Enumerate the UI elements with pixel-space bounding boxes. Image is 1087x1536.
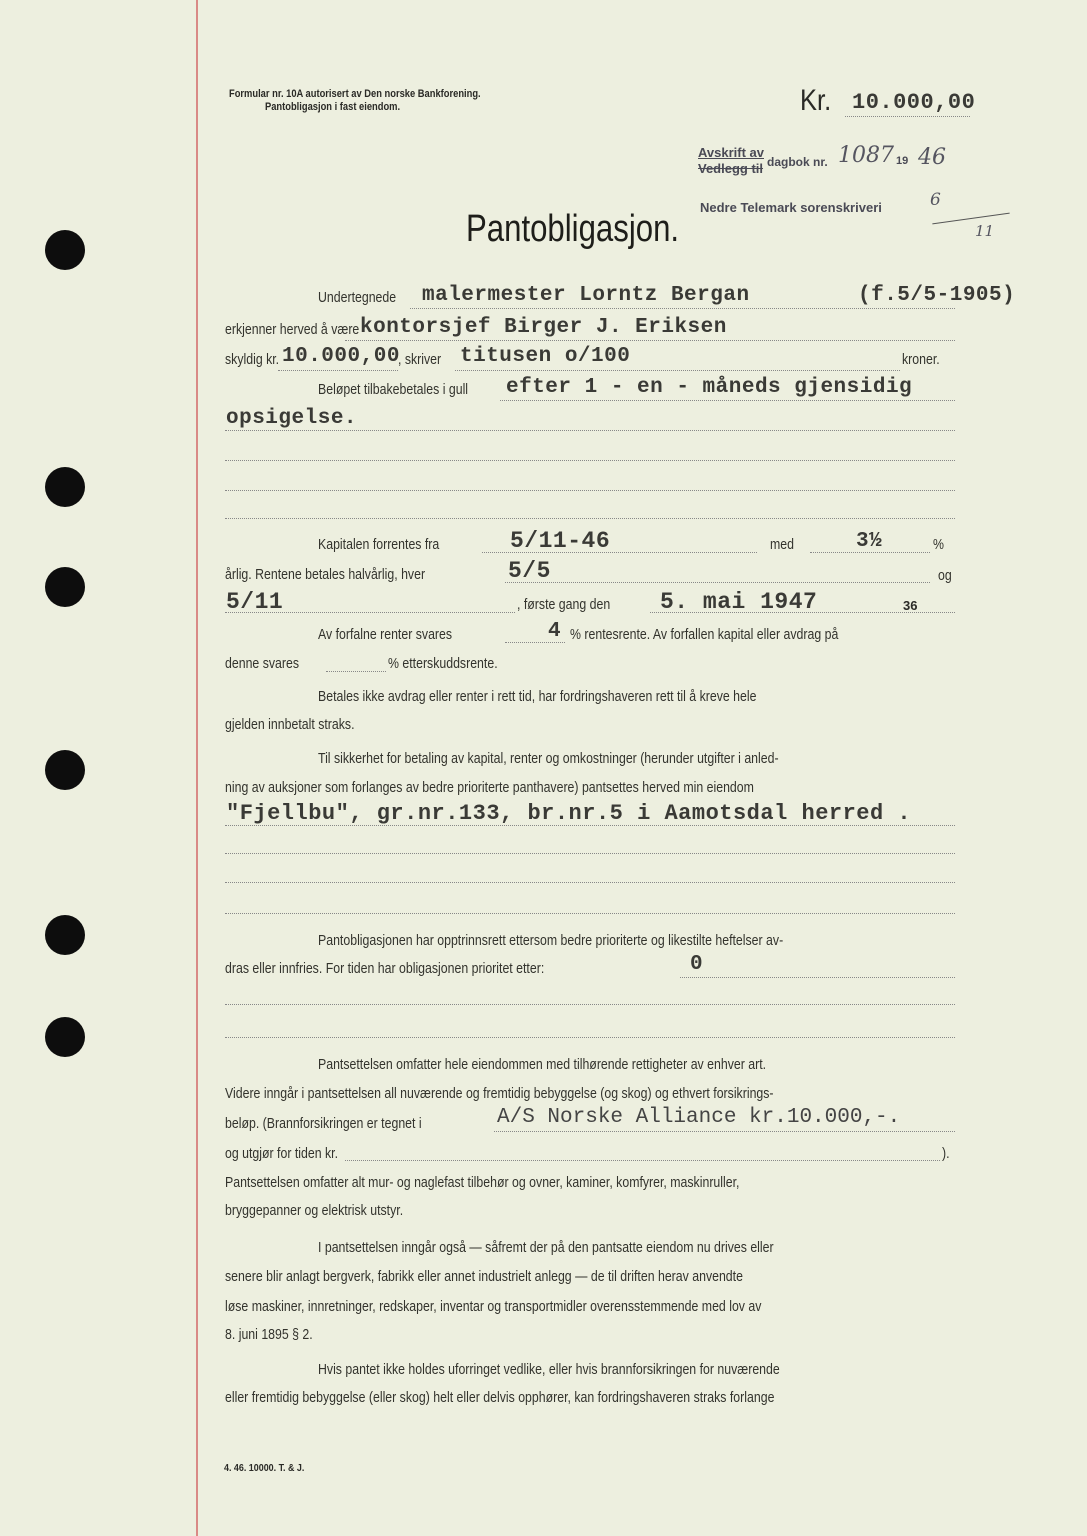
date-den: 11 <box>975 222 995 240</box>
date-fraction-line <box>932 213 1009 225</box>
line <box>650 612 955 613</box>
priority-field: 0 <box>690 953 704 976</box>
rate-field: 3½ <box>856 530 883 553</box>
paragraph-line: Hvis pantet ikke holdes uforringet vedlike, eller hvis brannforsikringen for nuværende <box>318 1362 780 1378</box>
punch-hole <box>45 230 85 270</box>
rentesrente-field: 4 <box>548 620 562 643</box>
year: 46 <box>918 145 946 170</box>
paren-close: ). <box>942 1146 950 1162</box>
punch-hole <box>45 467 85 507</box>
stamp-line-1: Avskrift av <box>698 145 764 160</box>
page-title: Pantobligasjon. <box>466 208 680 250</box>
label-og: og <box>938 568 952 584</box>
date-num: 6 <box>930 190 941 210</box>
line <box>326 671 386 672</box>
form-line-1: Formular nr. 10A autorisert av Den norske Bankforening. <box>229 88 481 100</box>
line <box>225 518 955 519</box>
paragraph-line: senere blir anlagt bergverk, fabrikk eller annet industrielt anlegg — de til driften herav anvendte <box>225 1269 743 1285</box>
interest-from-field: 5/11-46 <box>510 528 611 554</box>
line <box>482 552 757 553</box>
paragraph-line: dras eller innfries. For tiden har obligasjonen prioritet etter: <box>225 961 545 977</box>
label-skriver: , skriver <box>398 352 442 368</box>
paragraph-line: bryggepanner og elektrisk utstyr. <box>225 1203 404 1219</box>
pay-date-1-field: 5/5 <box>508 558 551 584</box>
paragraph-line: Videre inngår i pantsettelsen all nuværende og fremtidig bebyggelse (og skog) og ethvert forsikrings- <box>225 1086 774 1102</box>
dagbok-label: dagbok nr. <box>767 155 828 169</box>
line <box>278 370 398 371</box>
kr-label: Kr. <box>800 84 832 117</box>
paragraph-line: Til sikkerhet for betaling av kapital, renter og omkostninger (herunder utgifter i anled- <box>318 751 779 767</box>
repayment-field-2: opsigelse. <box>226 407 358 430</box>
label-belopet: Beløpet tilbakebetales i gull <box>318 382 469 398</box>
line <box>810 552 930 553</box>
label-kroner: kroner. <box>902 352 940 368</box>
line <box>345 340 955 341</box>
line <box>410 308 955 309</box>
line <box>225 490 955 491</box>
label-undertegnede: Undertegnede <box>318 290 397 306</box>
line <box>500 400 955 401</box>
paragraph-line: Pantobligasjonen har opptrinnsrett ettersom bedre prioriterte og likestilte heftelser av- <box>318 933 784 949</box>
paragraph-line: eller fremtidig bebyggelse (eller skog) helt eller delvis opphører, kan fordringshaveren straks forlange <box>225 1390 775 1406</box>
paragraph-line: Betales ikke avdrag eller renter i rett tid, har fordringshaveren rett til å kreve hele <box>318 689 757 705</box>
first-date-field: 5. mai 1947 <box>660 589 818 615</box>
kr-amount: 10.000,00 <box>852 90 976 115</box>
label-arlig: årlig. Rentene betales halvårlig, hver <box>225 567 426 583</box>
punch-hole <box>45 915 85 955</box>
paragraph-line: Pantsettelsen omfatter alt mur- og naglefast tilbehør og ovner, kaminer, komfyrer, maskinruller, <box>225 1175 740 1191</box>
label-kapitalen: Kapitalen forrentes fra <box>318 537 440 553</box>
line <box>455 370 900 371</box>
footer-print-code: 4. 46. 10000. T. & J. <box>224 1462 305 1474</box>
creditor-field: kontorsjef Birger J. Eriksen <box>360 316 727 339</box>
kr-line <box>845 116 970 117</box>
paragraph-line: beløp. (Brannforsikringen er tegnet i <box>225 1116 422 1132</box>
paragraph-line: I pantsettelsen inngår også — såfremt der på den pantsatte eiendom nu drives eller <box>318 1240 774 1256</box>
property-field: "Fjellbu", gr.nr.133, br.nr.5 i Aamotsdal herred . <box>226 801 912 826</box>
office: Nedre Telemark sorenskriveri <box>700 200 882 215</box>
paragraph-line: Pantsettelsen omfatter hele eiendommen med tilhørende rettigheter av enhver art. <box>318 1057 767 1073</box>
margin-line <box>196 0 198 1536</box>
line <box>225 853 955 854</box>
line <box>225 825 955 826</box>
text-forfalne-rest: % rentesrente. Av forfallen kapital eller avdrag på <box>570 627 839 643</box>
paragraph-line: og utgjør for tiden kr. <box>225 1146 339 1162</box>
insurer-field: A/S Norske Alliance kr.10.000,-. <box>497 1106 901 1129</box>
label-skyldig: skyldig kr. <box>225 352 280 368</box>
label-denne: denne svares <box>225 656 300 672</box>
line <box>225 460 955 461</box>
label-erkjenner: erkjenner herved å være <box>225 322 360 338</box>
line <box>345 1160 940 1161</box>
line <box>225 612 515 613</box>
line <box>225 1037 955 1038</box>
line <box>494 1131 955 1132</box>
punch-hole <box>45 567 85 607</box>
debtor-field: malermester Lorntz Bergan <box>422 284 750 307</box>
year-label: 19 <box>896 155 909 167</box>
pct-sign: % <box>933 537 944 553</box>
line <box>505 582 930 583</box>
label-forfalne: Av forfalne renter svares <box>318 627 453 643</box>
line <box>505 642 565 643</box>
amount-words-field: titusen o/100 <box>460 345 631 368</box>
line <box>225 1004 955 1005</box>
label-med: med <box>770 537 794 553</box>
stamp-line-2: Vedlegg til <box>698 161 764 176</box>
pay-date-2-field: 5/11 <box>226 589 284 615</box>
paragraph-line: løse maskiner, innretninger, redskaper, inventar og transportmidler overensstemmende med lov av <box>225 1299 762 1315</box>
text-denne-rest: % etterskuddsrente. <box>388 656 498 672</box>
line <box>225 882 955 883</box>
punch-hole <box>45 1017 85 1057</box>
line <box>225 430 955 431</box>
line <box>225 913 955 914</box>
amount-field: 10.000,00 <box>282 345 400 368</box>
paragraph-line: 8. juni 1895 § 2. <box>225 1327 313 1343</box>
form-line-2: Pantobligasjon i fast eiendom. <box>265 101 401 113</box>
label-forste: , første gang den <box>517 597 611 613</box>
debtor-birth: (f.5/5-1905) <box>858 284 1016 307</box>
line <box>680 977 955 978</box>
punch-hole <box>45 750 85 790</box>
repayment-field-1: efter 1 - en - måneds gjensidig <box>506 376 913 399</box>
paragraph-line: gjelden innbetalt straks. <box>225 717 355 733</box>
first-date-suffix: 36 <box>903 598 918 613</box>
dagbok-number: 1087 <box>838 143 894 168</box>
paragraph-line: ning av auksjoner som forlanges av bedre prioriterte panthavere) pantsettes herved min eiendom <box>225 780 754 796</box>
